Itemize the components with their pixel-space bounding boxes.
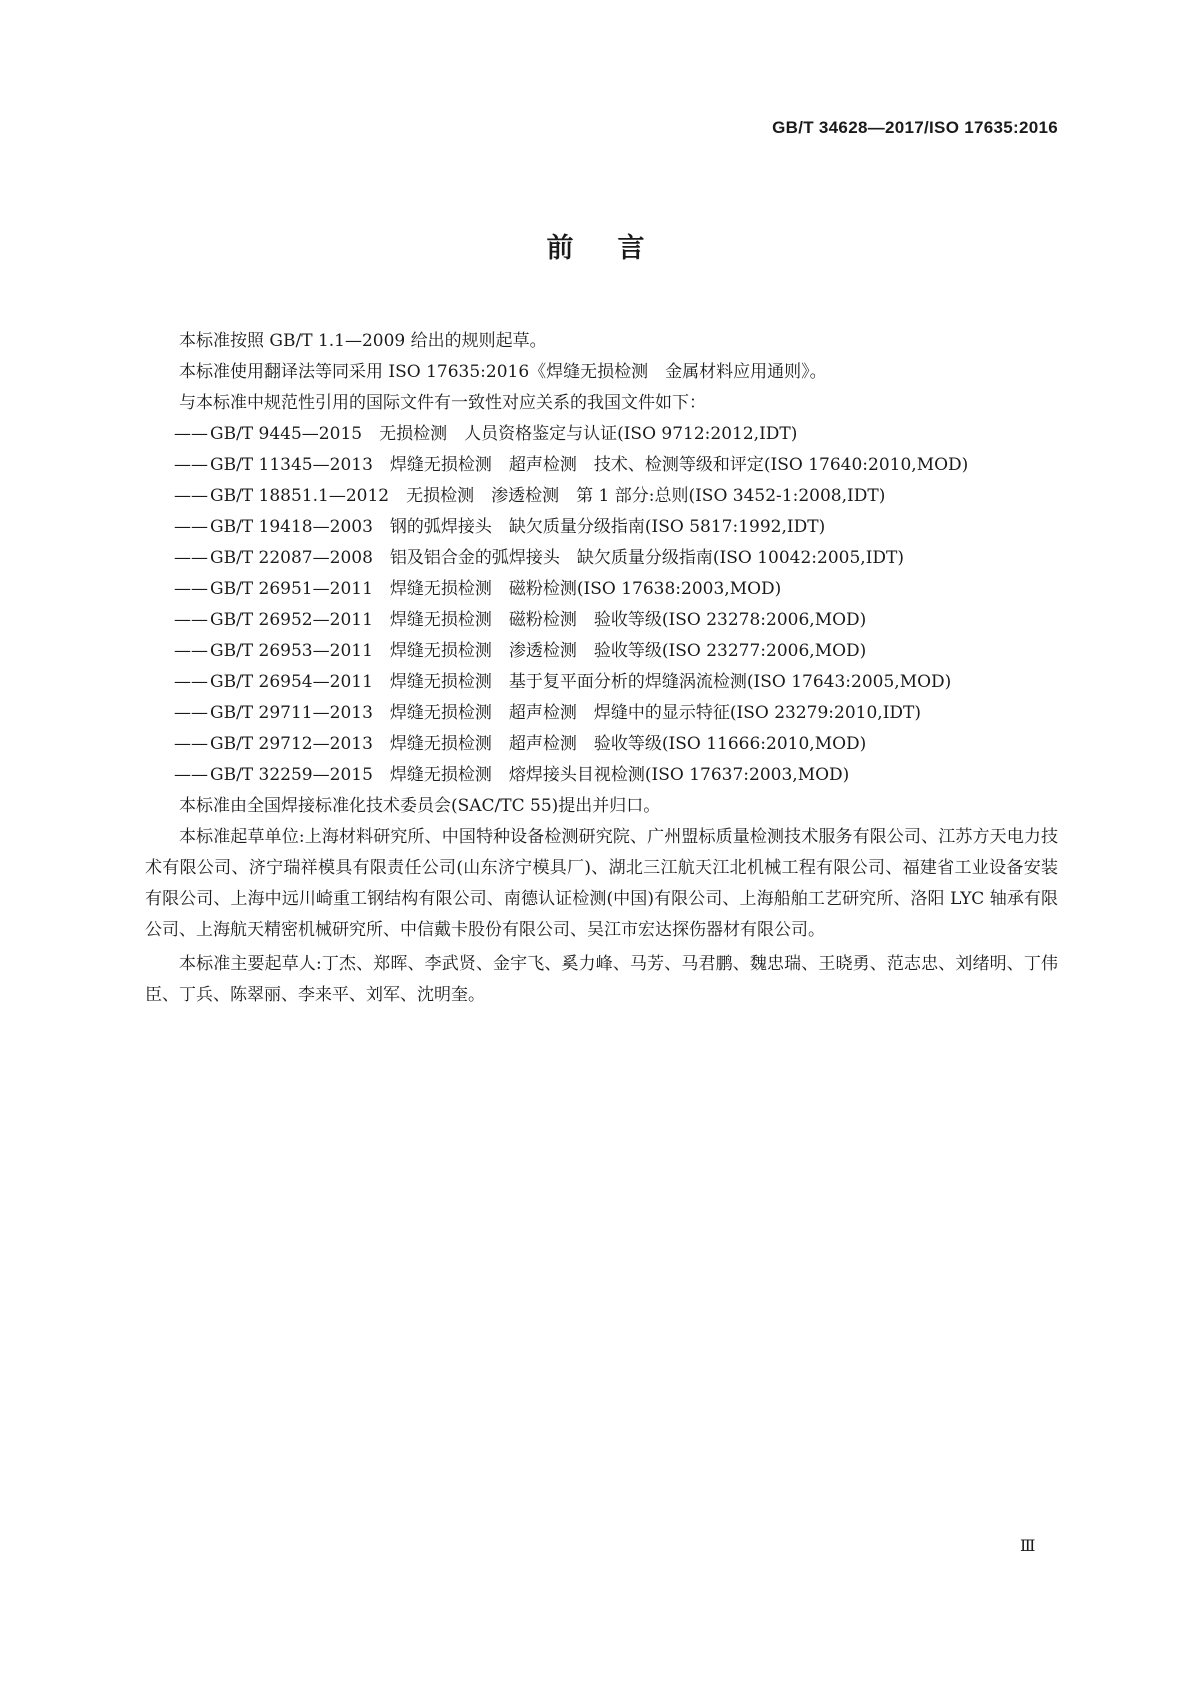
reference-text: GB/T 18851.1—2012 无损检测 渗透检测 第 1 部分:总则(ISO 3452-1:2008,IDT) [210, 486, 886, 506]
reference-item [145, 543, 1058, 574]
reference-item [145, 698, 1058, 729]
standard-number-header: GB/T 34628—2017/ISO 17635:2016 [772, 118, 1058, 137]
paragraph-drafting-units: 本标准起草单位:上海材料研究所、中国特种设备检测研究院、广州盟标质量检测技术服务有限公司、江苏方天电力技术有限公司、济宁瑞祥模具有限责任公司(山东济宁模具厂)、湖北三江航天江北机械工程有限公司、福建省工业设备安装有限公司、上海中远川崎重工钢结构有限公司、南德认证检测(中国)有限公司、上海船舶工艺研究所、洛阳 LYC 轴承有限公司、上海航天精密机械研究所、中信戴卡股份有限公司、吴江市宏达探伤器材有限公司。 [145, 827, 1058, 940]
reference-text: GB/T 26951—2011 焊缝无损检测 磁粉检测(ISO 17638:2003,MOD) [210, 579, 782, 599]
dash: —— [174, 610, 208, 630]
reference-item [145, 729, 1058, 760]
dash: —— [174, 703, 208, 723]
reference-text: GB/T 11345—2013 焊缝无损检测 超声检测 技术、检测等级和评定(ISO 17640:2010,MOD) [210, 455, 969, 475]
reference-item [145, 667, 1058, 698]
reference-item [145, 760, 1058, 791]
reference-text: GB/T 22087—2008 铝及铝合金的弧焊接头 缺欠质量分级指南(ISO 10042:2005,IDT) [210, 548, 905, 568]
reference-item [145, 450, 1058, 481]
reference-item [145, 605, 1058, 636]
reference-text: GB/T 19418—2003 钢的弧焊接头 缺欠质量分级指南(ISO 5817:1992,IDT) [210, 517, 826, 537]
dash: —— [174, 517, 208, 537]
paragraph-adoption: 本标准使用翻译法等同采用 ISO 17635:2016《焊缝无损检测 金属材料应用通则》。 [179, 362, 827, 382]
reference-text: GB/T 26953—2011 焊缝无损检测 渗透检测 验收等级(ISO 23277:2006,MOD) [210, 641, 867, 661]
reference-item [145, 481, 1058, 512]
reference-item [145, 574, 1058, 605]
reference-text: GB/T 26954—2011 焊缝无损检测 基于复平面分析的焊缝涡流检测(ISO 17643:2005,MOD) [210, 672, 952, 692]
dash: —— [174, 548, 208, 568]
paragraph-references-intro: 与本标准中规范性引用的国际文件有一致性对应关系的我国文件如下： [179, 393, 706, 413]
page-number: Ⅲ [1020, 1536, 1036, 1555]
reference-text: GB/T 26952—2011 焊缝无损检测 磁粉检测 验收等级(ISO 23278:2006,MOD) [210, 610, 867, 630]
foreword-body [145, 326, 1058, 1011]
dash: —— [174, 672, 208, 692]
dash: —— [174, 734, 208, 754]
reference-text: GB/T 29712—2013 焊缝无损检测 超声检测 验收等级(ISO 11666:2010,MOD) [210, 734, 867, 754]
reference-text: GB/T 9445—2015 无损检测 人员资格鉴定与认证(ISO 9712:2012,IDT) [210, 424, 798, 444]
dash: —— [174, 765, 208, 785]
dash: —— [174, 486, 208, 506]
paragraph-proposer: 本标准由全国焊接标准化技术委员会(SAC/TC 55)提出并归口。 [179, 796, 661, 816]
dash: —— [174, 424, 208, 444]
reference-text: GB/T 32259—2015 焊缝无损检测 熔焊接头目视检测(ISO 17637:2003,MOD) [210, 765, 850, 785]
reference-list [145, 419, 1058, 791]
dash: —— [174, 579, 208, 599]
reference-item [145, 512, 1058, 543]
reference-text: GB/T 29711—2013 焊缝无损检测 超声检测 焊缝中的显示特征(ISO 23279:2010,IDT) [210, 703, 922, 723]
dash: —— [174, 455, 208, 475]
reference-item [145, 419, 1058, 450]
page-title: 前言 [546, 233, 689, 264]
paragraph-drafters: 本标准主要起草人:丁杰、郑晖、李武贤、金宇飞、奚力峰、马芳、马君鹏、魏忠瑞、王晓勇、范志忠、刘绪明、丁伟臣、丁兵、陈翠丽、李来平、刘军、沈明奎。 [145, 954, 1058, 1005]
paragraph-drafting-rules: 本标准按照 GB/T 1.1—2009 给出的规则起草。 [179, 331, 547, 351]
reference-item [145, 636, 1058, 667]
dash: —— [174, 641, 208, 661]
